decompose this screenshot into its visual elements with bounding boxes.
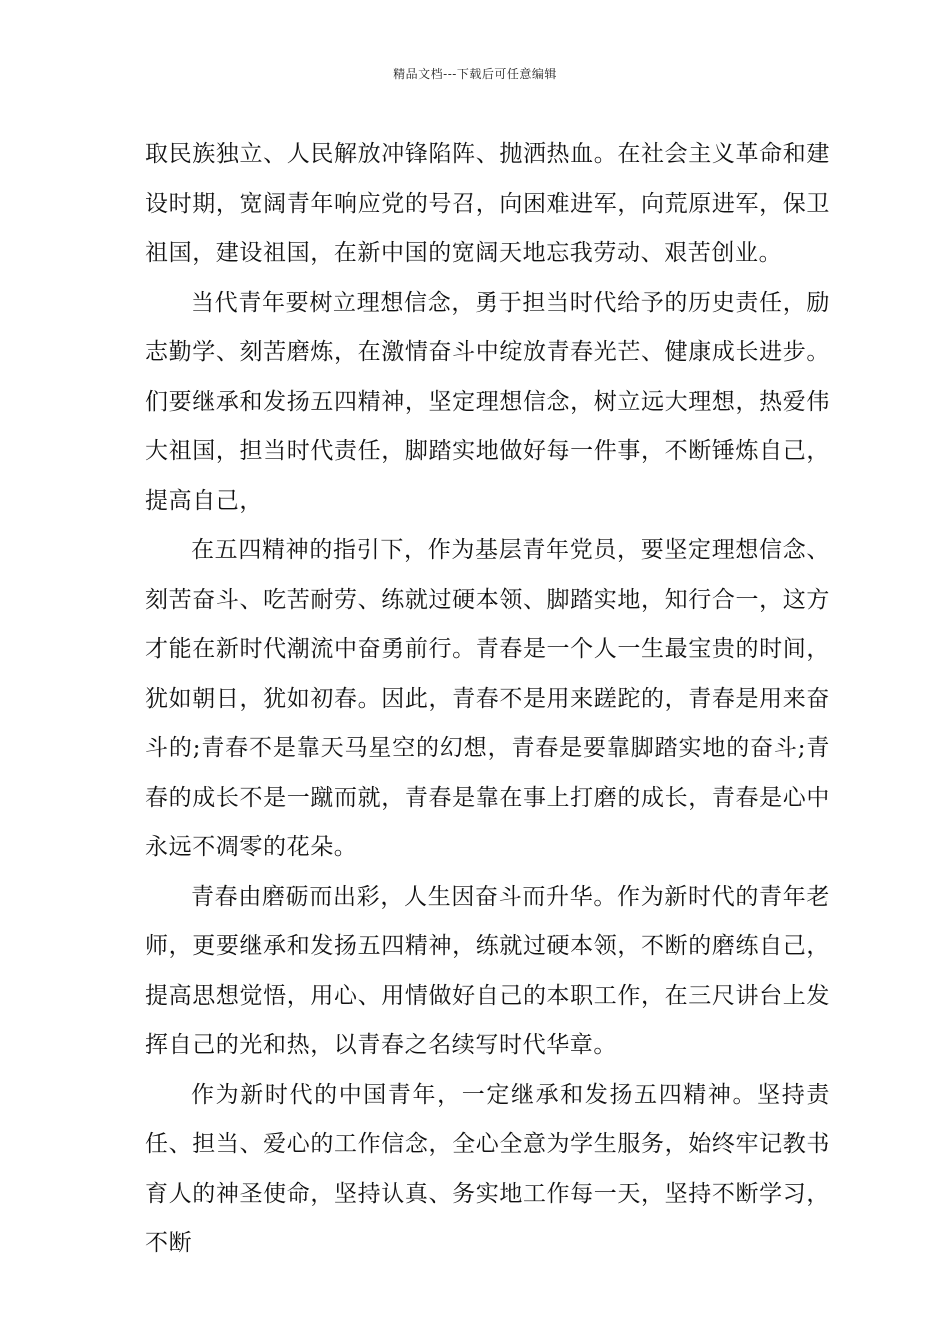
- document-body: [145, 130, 830, 1269]
- page-header: 精品文档---下载后可任意编辑: [393, 67, 557, 81]
- paragraph-1: 取民族独立、人民解放冲锋陷阵、抛洒热血。在社会主义革命和建设时期，宽阔青年响应党的号召，向困难进军，向荒原进军，保卫祖国，建设祖国，在新中国的宽阔天地忘我劳动、艰苦创业。: [145, 141, 830, 266]
- paragraph-2: 当代青年要树立理想信念，勇于担当时代给予的历史责任，励志勤学、刻苦磨炼，在激情奋斗中绽放青春光芒、健康成长进步。们要继承和发扬五四精神，坚定理想信念，树立远大理想，热爱伟大祖国，担当时代责任，脚踏实地做好每一件事，不断锤炼自己，提高自己，: [145, 289, 830, 514]
- paragraph-3: 在五四精神的指引下，作为基层青年党员，要坚定理想信念、刻苦奋斗、吃苦耐劳、练就过硬本领、脚踏实地，知行合一，这方才能在新时代潮流中奋勇前行。青春是一个人一生最宝贵的时间，犹如朝日，犹如初春。因此，青春不是用来蹉跎的，青春是用来奋斗的;青春不是靠天马星空的幻想，青春是要靠脚踏实地的奋斗;青春的成长不是一蹴而就，青春是靠在事上打磨的成长，青春是心中永远不凋零的花朵。: [145, 537, 830, 860]
- paragraph-5: 作为新时代的中国青年，一定继承和发扬五四精神。坚持责任、担当、爱心的工作信念，全心全意为学生服务，始终牢记教书育人的神圣使命，坚持认真、务实地工作每一天，坚持不断学习，不断: [145, 1081, 830, 1256]
- paragraph-4: 青春由磨砺而出彩，人生因奋斗而升华。作为新时代的青年老师，更要继承和发扬五四精神，练就过硬本领，不断的磨练自己，提高思想觉悟，用心、用情做好自己的本职工作，在三尺讲台上发挥自己的光和热，以青春之名续写时代华章。: [145, 883, 830, 1058]
